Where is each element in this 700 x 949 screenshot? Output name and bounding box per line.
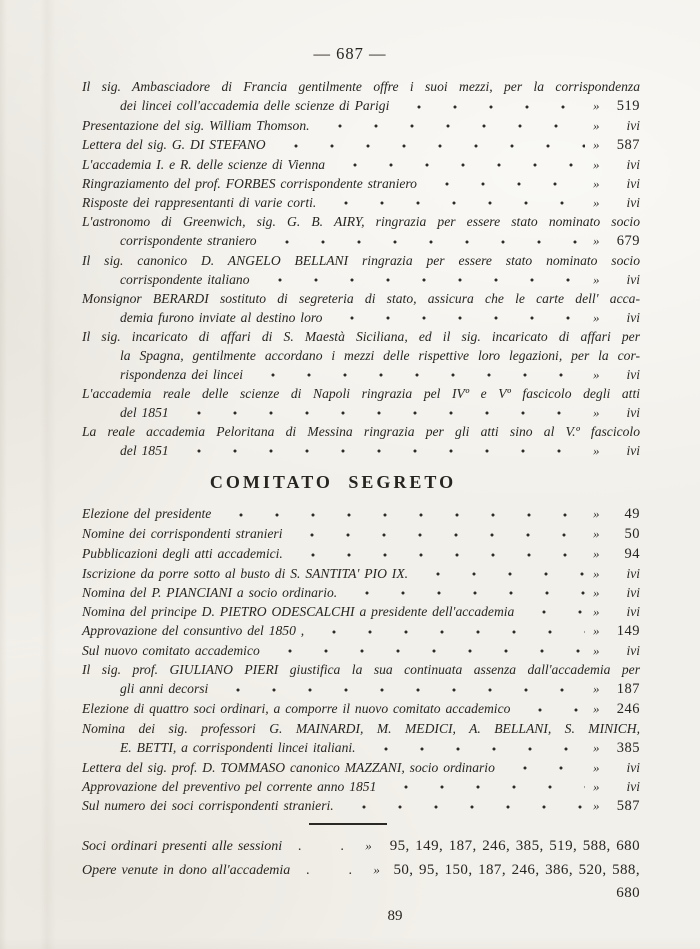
dot-leader xyxy=(260,275,586,287)
guillemet-icon: » xyxy=(593,367,600,382)
page-ref xyxy=(593,231,640,251)
guillemet-icon: » xyxy=(593,526,600,541)
dot-leader xyxy=(386,782,585,794)
page-ref-value: 50 xyxy=(624,526,640,542)
page-ref xyxy=(593,777,640,796)
dot-leader xyxy=(399,102,585,114)
toc-entry-text: E. BETTI, a corrispondenti lincei italiani. xyxy=(120,740,356,755)
guillemet-icon: » xyxy=(593,118,600,133)
guillemet-icon: » xyxy=(593,740,600,755)
dot-leader xyxy=(320,121,585,133)
toc-entry-lastline xyxy=(82,231,640,251)
page-ref-value: 587 xyxy=(616,798,640,814)
dot-leader xyxy=(253,370,585,382)
toc-entry xyxy=(82,583,640,602)
guillemet-icon: » xyxy=(593,272,600,287)
toc-entry-lastline xyxy=(82,155,640,174)
toc-entry-lastline xyxy=(82,564,640,583)
toc-entry-text: Iscrizione da porre sotto al busto di S. SANTITA' PIO IX. xyxy=(82,566,409,581)
page-ref xyxy=(593,308,640,327)
dot-leader xyxy=(314,627,585,639)
toc-entry-text: Lettera del sig. G. DI STEFANO xyxy=(82,137,266,152)
toc-entry-text: demia furono inviate al destino loro xyxy=(120,310,323,325)
dot-leader xyxy=(267,237,585,249)
page-ref-value: ivi xyxy=(626,310,640,325)
toc-entry xyxy=(82,116,640,135)
toc-entry-lastline xyxy=(82,403,640,422)
dot-leader xyxy=(347,588,585,600)
toc-entry-lastline xyxy=(82,758,640,777)
summary-dots: . . xyxy=(298,839,362,854)
toc-entry-lastline xyxy=(82,641,640,660)
guillemet-icon: » xyxy=(593,566,600,581)
toc-entry-text: Nomina del principe D. PIETRO ODESCALCHI a presidente dell'accademia xyxy=(82,604,515,619)
dot-leader xyxy=(332,313,585,325)
toc-entry-text: Elezione del presidente xyxy=(82,506,212,521)
page-ref-value: ivi xyxy=(626,195,640,210)
toc-entry xyxy=(82,384,640,422)
page-ref xyxy=(593,699,640,719)
page-ref xyxy=(593,641,640,660)
toc-entry xyxy=(82,422,640,460)
toc-entry-line: Il sig. canonico D. ANGELO BELLANI ringrazia per essere stato nominato socio xyxy=(82,253,640,268)
page-ref-value: ivi xyxy=(626,604,640,619)
toc-entry xyxy=(82,719,640,758)
toc-entry-text: Presentazione del sig. William Thomson. xyxy=(82,118,310,133)
page-ref xyxy=(593,193,640,212)
footer-page-number: 89 xyxy=(387,908,403,924)
dot-leader xyxy=(418,569,585,581)
guillemet-icon: » xyxy=(593,405,600,420)
sessions-summary xyxy=(82,834,640,905)
toc-entry-line: la Spagna, gentilmente accordano i mezzi delle rispettive loro legazioni, per la cor- xyxy=(120,348,640,363)
toc-entry-text: Elezione di quattro soci ordinari, a comporre il nuovo comitato accademico xyxy=(82,701,511,716)
toc-entry-text: Nomine dei corrispondenti stranieri xyxy=(82,526,283,541)
page-ref-value: ivi xyxy=(626,566,640,581)
page-ref xyxy=(593,96,640,116)
page-ref xyxy=(593,441,640,460)
dot-leader xyxy=(179,408,585,420)
dot-leader xyxy=(218,685,585,697)
guillemet-icon: » xyxy=(593,310,600,325)
page-ref xyxy=(593,524,640,544)
toc-entry xyxy=(82,544,640,564)
toc-entry-text: rispondenza dei lincei xyxy=(120,367,244,382)
toc-entry-lastline xyxy=(82,602,640,621)
toc-comitato-segreto-entries xyxy=(82,504,640,816)
page-ref xyxy=(593,796,640,816)
toc-correspondence-entries xyxy=(82,77,640,460)
page-ref-value: ivi xyxy=(626,157,640,172)
guillemet-icon: » xyxy=(593,195,600,210)
page-ref-value: 679 xyxy=(616,233,640,249)
page-ref-value: ivi xyxy=(626,272,640,287)
toc-entry xyxy=(82,660,640,699)
dot-leader xyxy=(179,446,585,458)
toc-entry-text: Approvazione del preventivo pel corrente anno 1851 xyxy=(82,779,377,794)
toc-entry-lastline xyxy=(82,504,640,524)
guillemet-icon: » xyxy=(593,233,600,248)
toc-entry xyxy=(82,641,640,660)
page-ref-value: ivi xyxy=(626,779,640,794)
toc-entry-lastline xyxy=(82,174,640,193)
toc-entry xyxy=(82,327,640,384)
guillemet-icon: » xyxy=(593,604,600,619)
toc-entry-lastline xyxy=(82,365,640,384)
toc-entry xyxy=(82,758,640,777)
summary-page-list: 95, 149, 187, 246, 385, 519, 588, 680 xyxy=(389,838,640,854)
toc-entry xyxy=(82,777,640,796)
section-heading-comitato-segreto: COMITATO SEGRETO xyxy=(209,472,457,492)
page-ref xyxy=(593,583,640,602)
page-ref xyxy=(593,403,640,422)
toc-entry-lastline xyxy=(82,621,640,641)
page-ref xyxy=(593,621,640,641)
toc-entry-lastline xyxy=(82,193,640,212)
guillemet-icon: » xyxy=(593,760,600,775)
toc-entry-line: Il sig. Ambasciadore di Francia gentilmente offre i suoi mezzi, per la corrispondenza xyxy=(82,79,640,94)
page-ref-value: ivi xyxy=(626,585,640,600)
toc-entry-lastline xyxy=(82,738,640,758)
page-ref-value: ivi xyxy=(626,176,640,191)
dot-leader xyxy=(276,141,585,153)
toc-entry-lastline xyxy=(82,135,640,155)
dot-leader xyxy=(344,802,585,814)
page-ref-value: 385 xyxy=(616,740,640,756)
toc-entry xyxy=(82,289,640,327)
page-ref-value: 94 xyxy=(624,546,640,562)
toc-entry-text: Sul nuovo comitato accademico xyxy=(82,643,260,658)
page-ref-value: ivi xyxy=(626,443,640,458)
guillemet-icon: » xyxy=(365,838,372,853)
toc-entry xyxy=(82,504,640,524)
toc-entry-line: Il sig. prof. GIULIANO PIERI giustifica la sua continuata assenza dall'accademia per xyxy=(82,662,640,677)
dot-leader xyxy=(326,198,585,210)
page-ref xyxy=(593,679,640,699)
summary-page-list: 50, 95, 150, 187, 246, 386, 520, 588, 680 xyxy=(393,862,640,901)
page-ref xyxy=(593,564,640,583)
guillemet-icon: » xyxy=(593,701,600,716)
toc-entry xyxy=(82,621,640,641)
guillemet-icon: » xyxy=(593,546,600,561)
summary-row xyxy=(82,834,640,858)
page-ref-value: 519 xyxy=(616,98,640,114)
guillemet-icon: » xyxy=(593,157,600,172)
summary-dots: . . xyxy=(306,863,370,878)
toc-entry-text: del 1851 xyxy=(120,405,169,420)
page-ref xyxy=(593,758,640,777)
dot-leader xyxy=(520,705,585,717)
toc-entry-lastline xyxy=(82,544,640,564)
guillemet-icon: » xyxy=(593,779,600,794)
dot-leader xyxy=(524,607,585,619)
toc-entry xyxy=(82,77,640,116)
toc-entry-lastline xyxy=(82,524,640,544)
toc-entry-text: L'accademia I. e R. delle scienze di Vienna xyxy=(82,157,326,172)
page-ref xyxy=(593,602,640,621)
toc-entry xyxy=(82,796,640,816)
toc-entry xyxy=(82,602,640,621)
dot-leader xyxy=(505,763,585,775)
guillemet-icon: » xyxy=(593,643,600,658)
guillemet-icon: » xyxy=(593,137,600,152)
toc-entry-text: Nomina del P. PIANCIANI a socio ordinario. xyxy=(82,585,338,600)
toc-entry xyxy=(82,193,640,212)
toc-entry-lastline xyxy=(82,699,640,719)
dot-leader xyxy=(221,510,585,522)
toc-entry xyxy=(82,174,640,193)
guillemet-icon: » xyxy=(373,862,380,877)
toc-entry-lastline xyxy=(82,270,640,289)
page-ref-value: ivi xyxy=(626,643,640,658)
toc-entry-text: Risposte dei rappresentanti di varie corti. xyxy=(82,195,317,210)
section-divider-rule xyxy=(309,823,387,825)
toc-entry-lastline xyxy=(82,116,640,135)
page-ref xyxy=(593,544,640,564)
toc-entry xyxy=(82,155,640,174)
page-ref-value: ivi xyxy=(626,405,640,420)
guillemet-icon: » xyxy=(593,98,600,113)
toc-entry xyxy=(82,564,640,583)
page-ref xyxy=(593,738,640,758)
page-ref xyxy=(593,116,640,135)
toc-entry-lastline xyxy=(82,308,640,327)
page-number-header: — 687 — xyxy=(313,44,387,63)
page-ref-value: 587 xyxy=(616,137,640,153)
toc-entry-lastline xyxy=(82,96,640,116)
toc-entry-text: dei lincei coll'accademia delle scienze di Parigi xyxy=(120,98,390,113)
toc-entry-line: Il sig. incaricato di affari di S. Maestà Siciliana, ed il sig. incaricato di affari per xyxy=(82,329,640,344)
summary-label: Opere venute in dono all'accademia xyxy=(82,863,291,878)
page-ref-value: 149 xyxy=(616,623,640,639)
toc-entry xyxy=(82,212,640,251)
page-ref-value: ivi xyxy=(626,367,640,382)
page-ref xyxy=(593,270,640,289)
page-ref xyxy=(593,174,640,193)
toc-entry-line: Nomina dei sig. professori G. MAINARDI, M. MEDICI, A. BELLANI, S. MINICH, xyxy=(82,721,640,736)
guillemet-icon: » xyxy=(593,443,600,458)
toc-entry-lastline xyxy=(82,583,640,602)
dot-leader xyxy=(292,530,585,542)
toc-entry-lastline xyxy=(82,441,640,460)
guillemet-icon: » xyxy=(593,176,600,191)
dot-leader xyxy=(335,160,585,172)
toc-entry-line: Monsignor BERARDI sostituto di segreteria di stato, assicura che le carte dell' acca- xyxy=(82,291,640,306)
page-ref xyxy=(593,135,640,155)
guillemet-icon: » xyxy=(593,681,600,696)
toc-entry xyxy=(82,524,640,544)
toc-entry-text: Ringraziamento del prof. FORBES corrispondente straniero xyxy=(82,176,417,191)
toc-entry-line: L'accademia reale delle scienze di Napoli ringrazia pel IVº e Vº fascicolo degli atti xyxy=(82,386,640,401)
summary-label: Soci ordinari presenti alle sessioni xyxy=(82,839,283,854)
dot-leader xyxy=(366,744,585,756)
guillemet-icon: » xyxy=(593,585,600,600)
page-ref xyxy=(593,365,640,384)
page-ref-value: ivi xyxy=(626,118,640,133)
toc-entry-text: Lettera del sig. prof. D. TOMMASO canonico MAZZANI, socio ordinario xyxy=(82,760,495,775)
page-ref xyxy=(593,155,640,174)
toc-entry-line: L'astronomo di Greenwich, sig. G. B. AIRY, ringrazia per essere stato nominato socio xyxy=(82,214,640,229)
toc-entry xyxy=(82,251,640,289)
page-ref-value: 49 xyxy=(624,506,640,522)
summary-row xyxy=(82,858,640,905)
page-ref-value: 187 xyxy=(616,681,640,697)
guillemet-icon: » xyxy=(593,623,600,638)
toc-entry-text: del 1851 xyxy=(120,443,169,458)
dot-leader xyxy=(293,550,585,562)
page-ref-value: ivi xyxy=(626,760,640,775)
guillemet-icon: » xyxy=(593,506,600,521)
page-ref xyxy=(593,504,640,524)
toc-entry-text: corrispondente italiano xyxy=(120,272,250,287)
toc-entry-lastline xyxy=(82,796,640,816)
toc-entry-text: gli anni decorsi xyxy=(120,681,209,696)
dot-leader xyxy=(270,646,585,658)
page-ref-value: 246 xyxy=(616,701,640,717)
toc-entry xyxy=(82,699,640,719)
toc-entry-text: Approvazione del consuntivo del 1850 , xyxy=(82,623,305,638)
toc-entry-text: corrispondente straniero xyxy=(120,233,257,248)
toc-entry-text: Pubblicazioni degli atti accademici. xyxy=(82,546,283,561)
toc-entry-text: Sul numero dei soci corrispondenti stranieri. xyxy=(82,798,334,813)
guillemet-icon: » xyxy=(593,798,600,813)
toc-entry-line: La reale accademia Peloritana di Messina ringrazia per gli atti sino al V.º fascicolo xyxy=(82,424,640,439)
toc-entry xyxy=(82,135,640,155)
toc-entry-lastline xyxy=(82,679,640,699)
toc-entry-lastline xyxy=(82,777,640,796)
dot-leader xyxy=(427,179,585,191)
